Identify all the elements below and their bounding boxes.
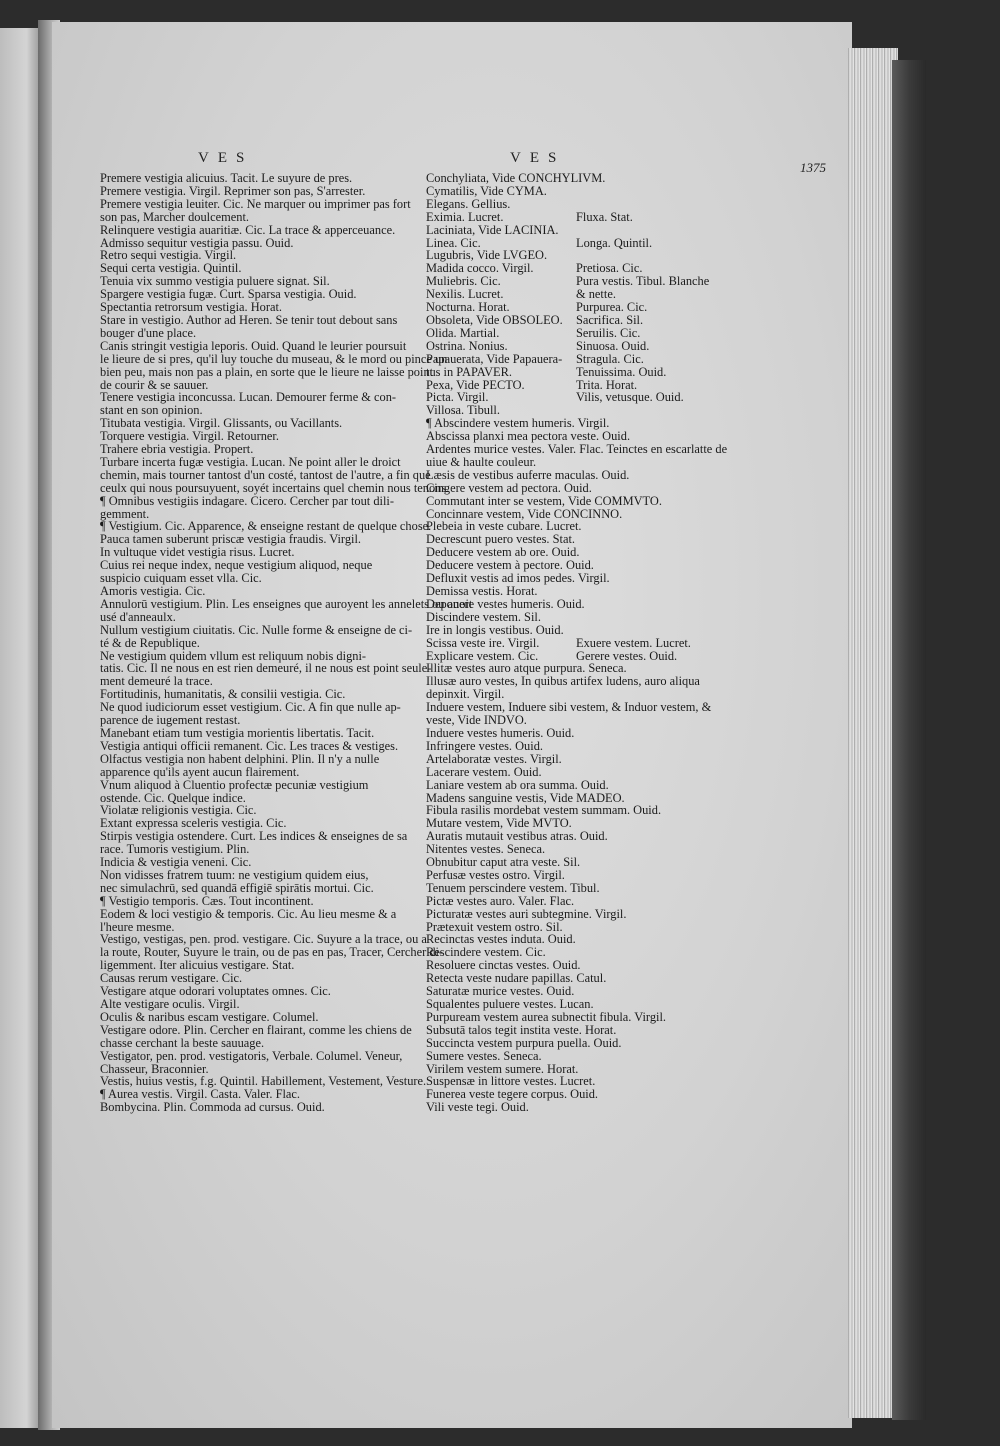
- entry-line: Non vidisses fratrem tuum: ne vestigium quidem eius,: [100, 867, 369, 882]
- entry-text-first: Nocturna. Horat.: [426, 300, 510, 315]
- entry-text-second: Sinuosa. Ouid.: [576, 338, 650, 353]
- entry-line: Nitentes vestes. Seneca.: [426, 842, 546, 857]
- page-edges: [848, 48, 898, 1418]
- page-number: 1375: [800, 160, 826, 175]
- entry-line: Subsutā talos tegit instita veste. Horat.: [426, 1022, 617, 1037]
- entry-line: Vestigator, pen. prod. vestigatoris, Verbale. Columel. Veneur,: [100, 1048, 403, 1063]
- entry-line: Manebant etiam tum vestigia morientis libertatis. Tacit.: [100, 725, 375, 740]
- entry-line: parence de iugement restast.: [100, 713, 241, 728]
- entry-line: de courir & se sauuer.: [100, 377, 209, 392]
- entry-line: Resoluere cinctas vestes. Ouid.: [426, 958, 581, 973]
- entry-line: Villosa. Tibull.: [426, 403, 500, 418]
- entry-line: gemment.: [100, 506, 150, 521]
- entry-line: [426, 327, 726, 340]
- entry-line: Sumere vestes. Seneca.: [426, 1048, 542, 1063]
- entry-line: Olfactus vestigia non habent delphini. Plin. Il n'y a nulle: [100, 751, 380, 766]
- entry-line: Indicia & vestigia veneni. Cic.: [100, 855, 252, 870]
- entry-line: [426, 366, 726, 379]
- entry-line: Ne vestigium quidem vllum est reliquum nobis digni-: [100, 648, 367, 663]
- entry-line: uiue & haulte couleur.: [426, 454, 537, 469]
- entry-line: chemin, mais tourner tantost d'un costé, tantost de l'autre, a fin que: [100, 467, 431, 482]
- entry-line: Succincta vestem purpura puella. Ouid.: [426, 1035, 622, 1050]
- entry-line: bien peu, mais non pas a plain, en sorte que le lieure ne laisse point: [100, 364, 434, 379]
- entry-line: Bombycina. Plin. Commoda ad cursus. Ouid.: [100, 1100, 325, 1115]
- entry-line: Tenere vestigia inconcussa. Lucan. Demourer ferme & con-: [100, 390, 397, 405]
- entry-line: ligemment. Iter alicuius vestigare. Stat.: [100, 958, 295, 973]
- entry-line: Vestigo, vestigas, pen. prod. vestigare. Cic. Suyure a la trace, ou a: [100, 932, 427, 947]
- entry-text-second: Gerere vestes. Ouid.: [576, 648, 678, 663]
- entry-line: Deducere vestem ab ore. Ouid.: [426, 545, 580, 560]
- entry-line: Lacerare vestem. Ouid.: [426, 764, 542, 779]
- entry-line: [426, 637, 726, 650]
- entry-line: usé d'anneaulx.: [100, 609, 176, 624]
- entry-line: Elegans. Gellius.: [426, 196, 511, 211]
- entry-text-second: Vilis, vetusque. Ouid.: [576, 390, 684, 405]
- entry-line: Conchyliata, Vide CONCHYLIVM.: [426, 171, 606, 185]
- entry-line: Infringere vestes. Ouid.: [426, 738, 543, 753]
- entry-line: [426, 314, 726, 327]
- entry-line: Eodem & loci vestigio & temporis. Cic. Au lieu mesme & a: [100, 906, 397, 921]
- entry-text-first: Pexa, Vide PECTO.: [426, 377, 525, 392]
- entry-text-first: Scissa veste ire. Virgil.: [426, 635, 540, 650]
- running-head-left: VES: [198, 150, 254, 166]
- entry-line: té & de Republique.: [100, 635, 200, 650]
- entry-line: Vestigare odore. Plin. Cercher en flairant, comme les chiens de: [100, 1022, 412, 1037]
- entry-line: ¶ Vestigium. Cic. Apparence, & enseigne restant de quelque chose.: [100, 519, 432, 534]
- entry-line: chasse cerchant la beste sauuage.: [100, 1035, 265, 1050]
- entry-text-first: tus in PAPAVER.: [426, 364, 512, 379]
- entry-line: Commutant inter se vestem, Vide COMMVTO.: [426, 493, 662, 508]
- entry-text-first: Explicare vestem. Cic.: [426, 648, 539, 663]
- entry-line: Defluxit vestis ad imos pedes. Virgil.: [426, 571, 610, 586]
- entry-text-first: Eximia. Lucret.: [426, 209, 504, 224]
- entry-line: ment demeuré la trace.: [100, 674, 213, 689]
- entry-line: Discindere vestem. Sil.: [426, 609, 541, 624]
- entry-line: Admisso sequitur vestigia passu. Ouid.: [100, 235, 294, 250]
- entry-text-second: Tenuissima. Ouid.: [576, 364, 667, 379]
- entry-text-second: Trita. Horat.: [576, 377, 638, 392]
- entry-line: Virilem vestem sumere. Horat.: [426, 1061, 579, 1076]
- entry-line: Artelaboratæ vestes. Virgil.: [426, 751, 562, 766]
- entry-line: Deducere vestem à pectore. Ouid.: [426, 558, 594, 573]
- entry-text-first: Obsoleta, Vide OBSOLEO.: [426, 312, 563, 327]
- entry-line: Prætexuit vestem ostro. Sil.: [426, 919, 563, 934]
- entry-line: Ne quod iudiciorum esset vestigium. Cic. A fin que nulle ap-: [100, 700, 401, 715]
- entry-line: Illusæ auro vestes, In quibus artifex ludens, auro aliqua: [426, 674, 700, 689]
- entry-line: Pauca tamen suberunt priscæ vestigia fraudis. Virgil.: [100, 532, 362, 547]
- entry-text-first: Madida cocco. Virgil.: [426, 261, 534, 276]
- entry-text-second: Sacrifica. Sil.: [576, 312, 644, 327]
- entry-line: Plebeia in veste cubare. Lucret.: [426, 519, 582, 534]
- entry-line: la route, Router, Suyure le train, ou de pas en pas, Tracer, Cercher di-: [100, 945, 444, 960]
- entry-line: Turbare incerta fugæ vestigia. Lucan. Ne point aller le droict: [100, 454, 401, 469]
- entry-line: Nullum vestigium ciuitatis. Cic. Nulle forme & enseigne de ci-: [100, 622, 413, 637]
- entry-line: In vultuque videt vestigia risus. Lucret.: [100, 545, 295, 560]
- entry-line: Purpuream vestem aurea subnectit fibula. Virgil.: [426, 1009, 667, 1024]
- entry-text-second: Exuere vestem. Lucret.: [576, 635, 691, 650]
- entry-line: [426, 340, 726, 353]
- entry-line: Demissa vestis. Horat.: [426, 584, 538, 598]
- entry-line: ¶ Omnibus vestigiis indagare. Cicero. Cercher par tout dili-: [100, 493, 394, 508]
- entry-line: Cuius rei neque index, neque vestigium aliquod, neque: [100, 558, 373, 573]
- entry-line: Annulorū vestigium. Plin. Les enseignes que auroyent les annelets ou auoit: [100, 596, 473, 611]
- entry-line: apparence qu'ils ayent aucun flairement.: [100, 764, 300, 779]
- entry-line: ¶ Abscindere vestem humeris. Virgil.: [426, 416, 610, 431]
- entry-line: son pas, Marcher doulcement.: [100, 209, 249, 224]
- entry-line: Saturatæ murice vestes. Ouid.: [426, 984, 575, 999]
- entry-line: Vestigia antiqui officii remanent. Cic. Les traces & vestiges.: [100, 738, 399, 753]
- entry-line: Concinnare vestem, Vide CONCINNO.: [426, 506, 623, 521]
- entry-line: Trahere ebria vestigia. Propert.: [100, 442, 254, 457]
- entry-line: race. Tumoris vestigium. Plin.: [100, 842, 250, 857]
- entry-line: Premere vestigia. Virgil. Reprimer son pas, S'arrester.: [100, 183, 366, 198]
- entry-line: Suspensæ in littore vestes. Lucret.: [426, 1074, 596, 1089]
- entry-line: le lieure de si pres, qu'il luy touche du museau, & le mord ou pince un: [100, 351, 448, 366]
- entry-line: Funerea veste tegere corpus. Ouid.: [426, 1087, 599, 1102]
- entry-line: Premere vestigia leuiter. Cic. Ne marquer ou imprimer pas fort: [100, 196, 411, 211]
- entry-line: Læsis de vestibus auferre maculas. Ouid.: [426, 467, 630, 482]
- entry-text-first: Picta. Virgil.: [426, 390, 489, 405]
- entry-text-second: & nette.: [576, 287, 616, 302]
- entry-line: Cymatilis, Vide CYMA.: [426, 183, 547, 198]
- entry-line: Oculis & naribus escam vestigare. Columel.: [100, 1009, 319, 1024]
- entry-line: Ardentes murice vestes. Valer. Flac. Teinctes en escarlatte de: [426, 442, 728, 457]
- entry-line: Extant expressa sceleris vestigia. Cic.: [100, 816, 287, 831]
- entry-line: Torquere vestigia. Virgil. Retourner.: [100, 429, 279, 444]
- entry-line: Fibula rasilis mordebat vestem summam. Ouid.: [426, 803, 662, 818]
- right-column: [426, 172, 726, 1114]
- entry-line: Tenuem perscindere vestem. Tibul.: [426, 880, 600, 895]
- entry-text-first: Olida. Martial.: [426, 325, 500, 340]
- entry-line: Vnum aliquod à Cluentio profectæ pecuniæ vestigium: [100, 777, 369, 792]
- entry-text-second: Longa. Quintil.: [576, 235, 653, 250]
- entry-line: [426, 211, 726, 224]
- entry-line: Lugubris, Vide LVGEO.: [426, 248, 548, 263]
- entry-line: Obnubitur caput atra veste. Sil.: [426, 855, 581, 870]
- entry-line: Picturatæ vestes auri subtegmine. Virgil.: [426, 906, 627, 921]
- entry-line: Spectantia retrorsum vestigia. Horat.: [100, 300, 283, 315]
- entry-line: suspicio cuiquam esset vlla. Cic.: [100, 571, 262, 586]
- entry-line: Induere vestes humeris. Ouid.: [426, 725, 575, 740]
- entry-line: Vili veste tegi. Ouid.: [426, 1100, 529, 1115]
- entry-line: Cingere vestem ad pectora. Ouid.: [426, 480, 592, 495]
- entry-text-second: Pura vestis. Tibul. Blanche: [576, 274, 710, 289]
- entry-line: bouger d'une place.: [100, 325, 197, 340]
- entry-line: Recinctas vestes induta. Ouid.: [426, 932, 576, 947]
- entry-line: veste, Vide INDVO.: [426, 713, 527, 728]
- entry-line: Perfusæ vestes ostro. Virgil.: [426, 867, 565, 882]
- entry-line: Illitæ vestes auro atque purpura. Seneca.: [426, 661, 627, 676]
- entry-line: Retecta veste nudare papillas. Catul.: [426, 971, 607, 986]
- entry-text-second: Purpurea. Cic.: [576, 300, 648, 315]
- entry-line: Auratis mutauit vestibus atras. Ouid.: [426, 829, 608, 844]
- entry-line: Retro sequi vestigia. Virgil.: [100, 248, 237, 263]
- entry-line: stant en son opinion.: [100, 403, 203, 418]
- entry-line: Canis stringit vestigia leporis. Ouid. Quand le leurier poursuit: [100, 338, 407, 353]
- entry-line: Vestigare atque odorari voluptates omnes. Cic.: [100, 984, 331, 999]
- entry-line: depinxit. Virgil.: [426, 687, 505, 702]
- entry-text-first: Papauerata, Vide Papauera-: [426, 351, 563, 366]
- entry-line: Relinquere vestigia auaritiæ. Cic. La trace & apperceuance.: [100, 222, 396, 237]
- entry-line: Vestis, huius vestis, f.g. Quintil. Habillement, Vestement, Vesture.: [100, 1074, 427, 1089]
- entry-text-second: Pretiosa. Cic.: [576, 261, 643, 276]
- entry-line: Madens sanguine vestis, Vide MADEO.: [426, 790, 625, 805]
- book-cover-edge: [892, 60, 926, 1420]
- entry-line: Sequi certa vestigia. Quintil.: [100, 261, 242, 276]
- entry-line: Abscissa planxi mea pectora veste. Ouid.: [426, 429, 631, 444]
- entry-line: nec simulachrū, sed quandā effigiē spirātis mortui. Cic.: [100, 880, 374, 895]
- entry-text-second: Fluxa. Stat.: [576, 209, 633, 224]
- entry-line: Ire in longis vestibus. Ouid.: [426, 622, 564, 637]
- entry-line: Induere vestem, Induere sibi vestem, & Induor vestem, &: [426, 700, 712, 715]
- entry-line: Pictæ vestes auro. Valer. Flac.: [426, 893, 575, 908]
- entry-line: Mutare vestem, Vide MVTO.: [426, 816, 572, 831]
- entry-line: Amoris vestigia. Cic.: [100, 584, 206, 598]
- entry-line: Stirpis vestigia ostendere. Curt. Les indices & enseignes de sa: [100, 829, 408, 844]
- entry-line: Fortitudinis, humanitatis, & consilii vestigia. Cic.: [100, 687, 346, 702]
- entry-line: Spargere vestigia fugæ. Curt. Sparsa vestigia. Ouid.: [100, 287, 357, 302]
- entry-line: Rescindere vestem. Cic.: [426, 945, 546, 960]
- entry-line: Titubata vestigia. Virgil. Glissants, ou Vacillants.: [100, 416, 343, 431]
- entry-line: Laniare vestem ab ora summa. Ouid.: [426, 777, 609, 792]
- entry-line: Laciniata, Vide LACINIA.: [426, 222, 559, 237]
- entry-line: Chasseur, Braconnier.: [100, 1061, 209, 1076]
- entry-line: l'heure mesme.: [100, 919, 175, 934]
- entry-line: Deponere vestes humeris. Ouid.: [426, 596, 585, 611]
- entry-line: Tenuia vix summo vestigia puluere signat. Sil.: [100, 274, 330, 289]
- entry-text-first: Muliebris. Cic.: [426, 274, 501, 289]
- entry-text-first: Linea. Cic.: [426, 235, 481, 250]
- entry-text-first: Nexilis. Lucret.: [426, 287, 504, 302]
- entry-line: Decrescunt puero vestes. Stat.: [426, 532, 575, 547]
- entry-line: Stare in vestigio. Author ad Heren. Se tenir tout debout sans: [100, 312, 398, 327]
- entry-line: Premere vestigia alicuius. Tacit. Le suyure de pres.: [100, 171, 353, 185]
- entry-text-second: Stragula. Cic.: [576, 351, 644, 366]
- entry-line: Causas rerum vestigare. Cic.: [100, 971, 243, 986]
- entry-line: [426, 353, 726, 366]
- entry-line: Alte vestigare oculis. Virgil.: [100, 997, 240, 1011]
- entry-line: Squalentes puluere vestes. Lucan.: [426, 997, 594, 1011]
- entry-line: Violatæ religionis vestigia. Cic.: [100, 803, 257, 818]
- entry-line: ¶ Aurea vestis. Virgil. Casta. Valer. Flac.: [100, 1087, 300, 1102]
- entry-line: tatis. Cic. Il ne nous en est rien demeuré, il ne nous est point seule-: [100, 661, 432, 676]
- entry-text-first: Ostrina. Nonius.: [426, 338, 508, 353]
- running-head-right: VES: [510, 150, 566, 166]
- entry-line: ¶ Vestigio temporis. Cæs. Tout incontinent.: [100, 893, 314, 908]
- entry-line: ostende. Cic. Quelque indice.: [100, 790, 246, 805]
- entry-text-second: Seruilis. Cic.: [576, 325, 641, 340]
- entry-line: ceulx qui nous poursuyuent, soyét incertains quel chemin nous tenons.: [100, 480, 450, 495]
